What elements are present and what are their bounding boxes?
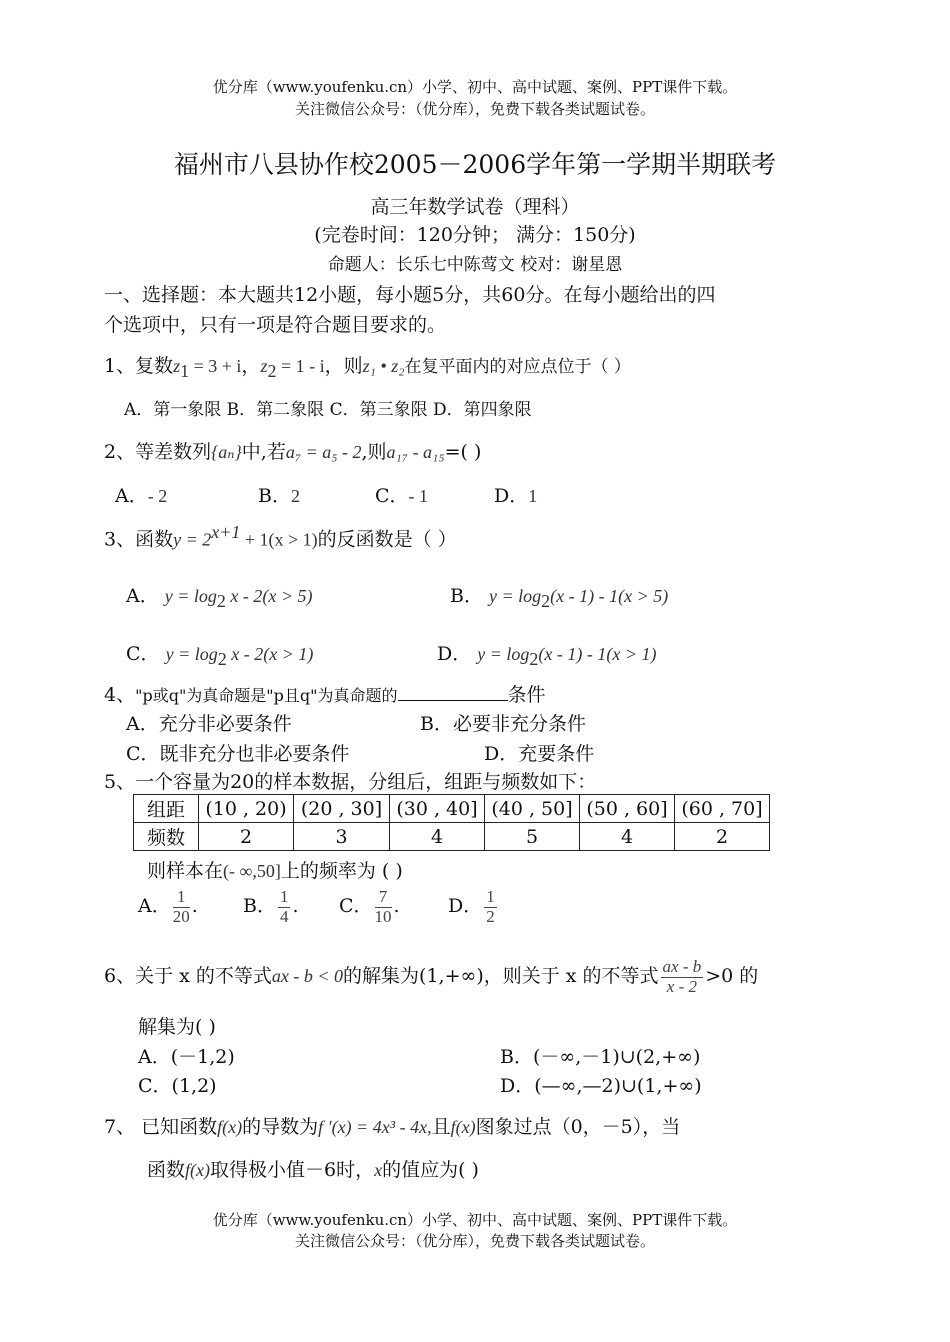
q2-option-b bbox=[258, 481, 300, 508]
header-line-1: 优分库（www.youfenku.cn）小学、初中、高中试题、案例、PPT课件下载。 bbox=[212, 78, 738, 96]
question-3 bbox=[104, 522, 457, 551]
q2-option-a-value: - 2 bbox=[147, 486, 168, 506]
q4-option-d: D．充要条件 bbox=[484, 743, 595, 765]
q3-option-d-post: (x - 1) - 1(x > 1) bbox=[538, 644, 657, 664]
q1-z2-value: = 1 - i bbox=[276, 356, 325, 376]
q2-option-a-label: A． bbox=[115, 485, 148, 507]
table-cell: 2 bbox=[675, 823, 770, 851]
q3-option-a-post: x - 2(x > 5) bbox=[225, 586, 313, 606]
q1-sep: ， bbox=[241, 355, 261, 377]
q1-product: z₁ • z₂ bbox=[362, 356, 405, 376]
q2-then: ,则 bbox=[361, 441, 387, 463]
q4-suffix: 条件 bbox=[507, 684, 546, 706]
frequency-table bbox=[133, 794, 770, 851]
table-cell: 4 bbox=[390, 823, 485, 851]
q5-interval: (- ∞,50] bbox=[223, 861, 281, 881]
question-4 bbox=[104, 680, 546, 707]
q3-option-b-base: 2 bbox=[541, 590, 551, 611]
q2-option-c bbox=[375, 481, 428, 508]
table-cell: (60 , 70] bbox=[675, 795, 770, 823]
q5-option-d-fraction bbox=[484, 888, 497, 926]
q4-answer-blank bbox=[398, 682, 508, 701]
q3-suffix: 的反函数是（ ） bbox=[317, 528, 457, 551]
question-7 bbox=[104, 1112, 680, 1139]
q2-suffix: =( ) bbox=[444, 441, 482, 463]
q4-option-b: B．必要非充分条件 bbox=[420, 713, 586, 735]
q5-option-b: B． $\frac{1}{4}$ . bbox=[243, 887, 299, 926]
q5-option-a-num: 1 bbox=[173, 888, 190, 908]
table-cell: 5 bbox=[485, 823, 580, 851]
table-cell: (30 , 40] bbox=[390, 795, 485, 823]
q7-mid-2: 且 bbox=[431, 1116, 451, 1138]
question-5: 5、一个容量为20的样本数据，分组后，组距与频数如下： bbox=[104, 771, 597, 793]
q2-option-c-label: C． bbox=[375, 485, 409, 507]
q3-option-b-post: (x - 1) - 1(x > 5) bbox=[550, 586, 669, 606]
header-line-2: 关注微信公众号：（优分库），免费下载各类试题试卷。 bbox=[294, 100, 655, 118]
footer-line-1: 优分库（www.youfenku.cn）小学、初中、高中试题、案例、PPT课件下载。 bbox=[212, 1211, 738, 1229]
q5-option-b-num: 1 bbox=[279, 887, 289, 906]
q3-option-d-base: 2 bbox=[529, 648, 539, 669]
q5-option-d-num: 1 bbox=[486, 887, 495, 906]
q3-option-c-base: 2 bbox=[217, 648, 227, 669]
footer-line-2: 关注微信公众号：（优分库），免费下载各类试题试卷。 bbox=[294, 1232, 655, 1250]
q2-option-a bbox=[115, 481, 167, 508]
q5-question bbox=[147, 856, 403, 883]
question-2 bbox=[104, 437, 481, 464]
table-header-counts: 频数 bbox=[134, 823, 199, 851]
q7-line-2-mid: 取得极小值－6时， bbox=[210, 1159, 375, 1181]
table-cell: (50 , 60] bbox=[580, 795, 675, 823]
q5-option-a-den: 20 bbox=[172, 906, 190, 926]
q5-option-c-num: 7 bbox=[375, 888, 392, 908]
table-cell: 3 bbox=[294, 823, 390, 851]
q7-mid-1: 的导数为 bbox=[242, 1116, 319, 1138]
q2-option-b-label: B． bbox=[258, 485, 291, 507]
q3-option-a bbox=[126, 581, 313, 612]
q2-mid: 中,若 bbox=[241, 441, 286, 463]
q6-fraction-num: ax - b bbox=[662, 957, 702, 976]
table-cell: 4 bbox=[580, 823, 675, 851]
q7-mid-3: 图象过点（0，－5），当 bbox=[475, 1116, 681, 1138]
q5-option-c-den: 10 bbox=[374, 906, 392, 926]
q2-option-d bbox=[494, 481, 537, 508]
q6-prefix: 6、关于 x 的不等式 bbox=[104, 965, 272, 988]
authors: 命题人：长乐七中陈莺文 校对：谢星恩 bbox=[327, 255, 623, 275]
q1-suffix: 在复平面内的对应点位于（ ） bbox=[404, 357, 631, 377]
q7-derivative: f ′(x) = 4x³ - 4x, bbox=[318, 1117, 432, 1137]
q3-option-d bbox=[437, 639, 657, 670]
q1-prefix: 1、复数 bbox=[104, 355, 174, 377]
q2-expression: a₁₇ - a₁₅ bbox=[386, 442, 445, 462]
q2-condition: a₇ = a₅ - 2 bbox=[285, 442, 362, 462]
q6-option-b: B．(－∞,－1)∪(2,+∞) bbox=[500, 1046, 701, 1068]
q5-question-post: 上的频率为 ( ) bbox=[280, 860, 403, 882]
q3-option-c-pre: y = log bbox=[165, 644, 218, 664]
q1-options: A．第一象限 B．第二象限 C．第三象限 D．第四象限 bbox=[124, 400, 532, 420]
q5-option-b-label: B． bbox=[243, 895, 276, 918]
q2-option-d-value: 1 bbox=[528, 486, 538, 506]
q5-option-d bbox=[448, 888, 499, 926]
q7-line-2-post: 的值应为( ) bbox=[382, 1159, 479, 1181]
q5-option-c-label: C． bbox=[339, 895, 373, 918]
q3-function-rest: + 1(x > 1) bbox=[240, 529, 318, 550]
q3-option-d-pre: y = log bbox=[477, 644, 530, 664]
q3-option-a-base: 2 bbox=[216, 590, 226, 611]
q1-then: ，则 bbox=[324, 355, 363, 377]
q1-z2-sub: 2 bbox=[267, 360, 277, 381]
q3-option-c-label: C． bbox=[126, 643, 160, 665]
q4-prefix: 4、 bbox=[104, 684, 136, 706]
q3-exponent: x+1 bbox=[211, 522, 241, 542]
q3-option-b-pre: y = log bbox=[489, 586, 542, 606]
q1-z1-value: = 3 + i bbox=[189, 356, 242, 376]
q3-option-a-label: A． bbox=[126, 585, 159, 607]
table-cell: (40 , 50] bbox=[485, 795, 580, 823]
q3-function: y = 2 bbox=[173, 529, 212, 550]
q5-option-d-den: 2 bbox=[486, 906, 495, 926]
q6-fraction bbox=[661, 958, 704, 996]
q6-inequality: ax - b < 0 bbox=[271, 966, 344, 987]
q1-z1: z bbox=[173, 356, 181, 376]
table-header-groups: 组距 bbox=[134, 795, 199, 823]
q2-option-c-value: - 1 bbox=[408, 486, 429, 506]
q5-option-a-label: A． bbox=[138, 895, 171, 918]
q4-option-a: A．充分非必要条件 bbox=[126, 713, 292, 735]
q2-sequence: {aₙ} bbox=[211, 442, 242, 462]
q7-line-2-pre: 函数 bbox=[147, 1159, 186, 1181]
q1-z2: z bbox=[260, 356, 268, 376]
q6-fraction-den: x - 2 bbox=[666, 976, 697, 996]
q6-line-2: 解集为( ) bbox=[138, 1016, 216, 1038]
q3-option-b-label: B． bbox=[450, 585, 483, 607]
q5-option-b-fraction bbox=[278, 888, 291, 926]
q6-option-a: A．(－1,2) bbox=[138, 1046, 235, 1068]
q5-option-d-label: D． bbox=[448, 895, 483, 918]
subtitle: 高三年数学试卷（理科） bbox=[370, 196, 580, 218]
section-heading-line-1: 一、选择题：本大题共12小题，每小题5分，共60分。在每小题给出的四 bbox=[104, 284, 716, 306]
q5-option-c-fraction bbox=[375, 888, 392, 926]
q7-prefix: 7、 已知函数 bbox=[104, 1116, 218, 1138]
q4-option-c: C．既非充分也非必要条件 bbox=[126, 743, 350, 765]
q4-statement: "p或q"为真命题是"p且q"为真命题的 bbox=[135, 686, 398, 705]
table-cell: (10 , 20) bbox=[199, 795, 294, 823]
q7-line-2 bbox=[147, 1155, 479, 1182]
q1-z1-sub: 1 bbox=[180, 360, 190, 381]
section-heading-line-2: 个选项中，只有一项是符合题目要求的。 bbox=[104, 314, 447, 336]
page-title: 福州市八县协作校2005－2006学年第一学期半期联考 bbox=[173, 150, 777, 179]
q5-option-b-den: 4 bbox=[279, 906, 289, 926]
q2-option-b-value: 2 bbox=[290, 486, 300, 506]
q6-option-d: D．(—∞,—2)∪(1,+∞) bbox=[500, 1075, 702, 1097]
q3-option-b bbox=[450, 581, 668, 612]
table-cell: (20 , 30] bbox=[294, 795, 390, 823]
q3-option-a-pre: y = log bbox=[164, 586, 217, 606]
q2-option-d-label: D． bbox=[494, 485, 529, 507]
q2-prefix: 2、等差数列 bbox=[104, 441, 212, 463]
q7-f-3: f(x) bbox=[185, 1160, 210, 1180]
q7-f-2: f(x) bbox=[450, 1117, 476, 1137]
table-cell: 2 bbox=[199, 823, 294, 851]
q7-f: f(x) bbox=[217, 1117, 243, 1137]
question-6 bbox=[104, 958, 758, 996]
table-row-groups bbox=[134, 795, 770, 823]
q5-option-a: A． $\frac{1}{20}$ . bbox=[138, 887, 198, 926]
q3-option-c-post: x - 2(x > 1) bbox=[226, 644, 314, 664]
time-info: (完卷时间：120分钟； 满分：150分) bbox=[314, 224, 636, 246]
q3-prefix: 3、函数 bbox=[104, 528, 174, 551]
q6-suffix: >0 的 bbox=[705, 965, 759, 988]
q5-question-pre: 则样本在 bbox=[147, 860, 224, 882]
table-row-counts bbox=[134, 823, 770, 851]
question-1 bbox=[104, 351, 631, 382]
q5-option-a-fraction bbox=[173, 888, 190, 926]
q3-option-d-label: D． bbox=[437, 643, 472, 665]
q7-x: x bbox=[374, 1160, 383, 1180]
q6-mid: 的解集为(1,+∞)，则关于 x 的不等式 bbox=[343, 965, 659, 988]
q5-option-c: C． $\frac{7}{10}$ . bbox=[339, 887, 400, 926]
q3-option-c bbox=[126, 639, 313, 670]
q6-option-c: C．(1,2) bbox=[138, 1075, 217, 1097]
